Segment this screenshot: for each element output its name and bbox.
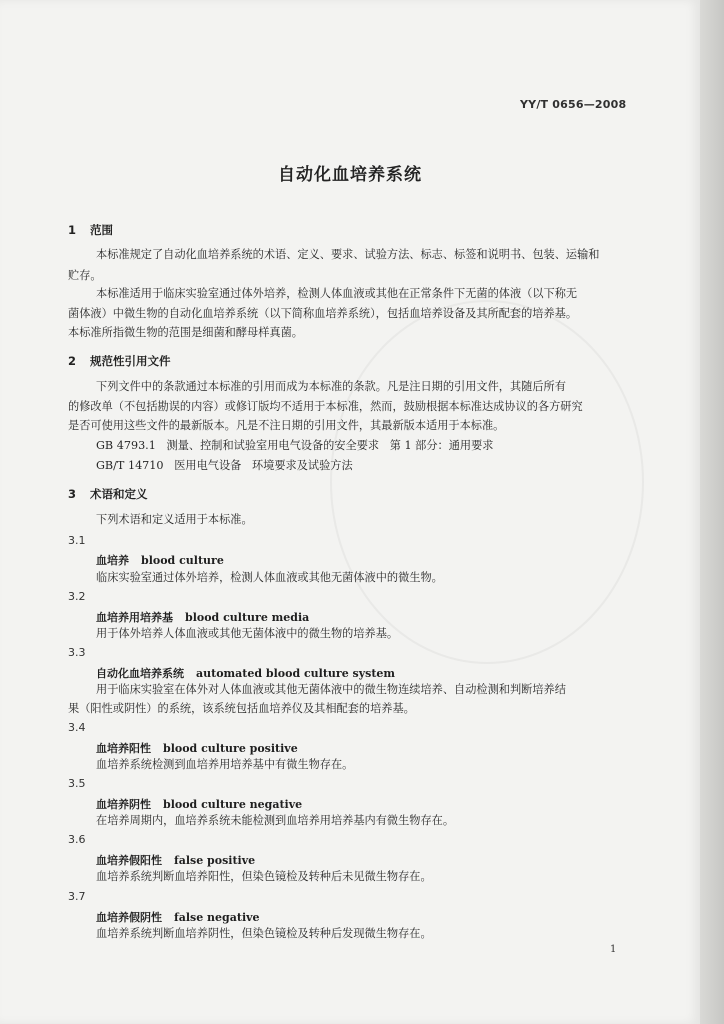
paragraph-line: 贮存。 — [68, 269, 102, 282]
term-name-zh: 血培养用培养基 — [96, 611, 173, 624]
term-name-en: blood culture — [141, 554, 224, 567]
term-name-en: blood culture media — [185, 611, 310, 624]
term-name — [96, 609, 309, 625]
normative-reference: GB/T 14710 医用电气设备 环境要求及试验方法 — [96, 459, 353, 472]
term-number: 3.4 — [68, 721, 86, 734]
term-definition: 血培养系统判断血培养阳性，但染色镜检及转种后未见微生物存在。 — [96, 870, 432, 883]
document-title: 自动化血培养系统 — [278, 165, 422, 185]
term-name — [96, 552, 224, 568]
term-number: 3.1 — [68, 534, 86, 547]
term-name-en: automated blood culture system — [196, 667, 396, 680]
term-name-en: false negative — [174, 911, 260, 924]
term-name-zh: 自动化血培养系统 — [96, 667, 184, 680]
page-edge-shadow — [700, 0, 724, 1024]
term-number: 3.3 — [68, 646, 86, 659]
term-number: 3.6 — [68, 833, 86, 846]
section-number: 2 — [68, 354, 77, 368]
term-name — [96, 665, 395, 681]
term-definition: 血培养系统判断血培养阴性，但染色镜检及转种后发现微生物存在。 — [96, 927, 432, 940]
section-1-heading — [68, 222, 113, 238]
term-definition: 果（阳性或阴性）的系统，该系统包括血培养仪及其相配套的培养基。 — [68, 702, 415, 715]
term-name — [96, 740, 298, 756]
paragraph-line: 菌体液）中微生物的自动化血培养系统（以下简称血培养系统），包括血培养设备及其所配套的培养基。 — [68, 307, 578, 320]
term-name-zh: 血培养假阳性 — [96, 854, 162, 867]
term-name — [96, 852, 255, 868]
term-name-zh: 血培养阴性 — [96, 798, 151, 811]
section-number: 3 — [68, 487, 77, 501]
term-name-en: blood culture positive — [163, 742, 298, 755]
background-stamp-watermark — [330, 300, 644, 664]
term-definition: 在培养周期内，血培养系统未能检测到血培养用培养基内有微生物存在。 — [96, 814, 455, 827]
term-name-zh: 血培养阳性 — [96, 742, 151, 755]
paragraph-line: 本标准适用于临床实验室通过体外培养，检测人体血液或其他在正常条件下无菌的体液（以下称无 — [96, 287, 578, 300]
term-number: 3.7 — [68, 890, 86, 903]
term-name-zh: 血培养假阴性 — [96, 911, 162, 924]
term-definition: 用于临床实验室在体外对人体血液或其他无菌体液中的微生物连续培养、自动检测和判断培养结 — [96, 683, 566, 696]
term-name — [96, 796, 302, 812]
paragraph-line: 下列术语和定义适用于本标准。 — [96, 513, 253, 526]
paragraph-line: 是否可使用这些文件的最新版本。凡是不注日期的引用文件，其最新版本适用于本标准。 — [68, 419, 505, 432]
paragraph-line: 本标准所指微生物的范围是细菌和酵母样真菌。 — [68, 326, 303, 339]
term-name — [96, 909, 260, 925]
section-number: 1 — [68, 223, 77, 237]
page-number: 1 — [610, 944, 617, 955]
term-name-en: false positive — [174, 854, 256, 867]
section-3-heading — [68, 486, 148, 502]
term-number: 3.5 — [68, 777, 86, 790]
section-2-heading — [68, 353, 171, 369]
section-title: 术语和定义 — [90, 487, 148, 501]
section-title: 范围 — [90, 223, 113, 237]
term-definition: 临床实验室通过体外培养，检测人体血液或其他无菌体液中的微生物。 — [96, 571, 443, 584]
normative-reference: GB 4793.1 测量、控制和试验室用电气设备的安全要求 第 1 部分：通用要求 — [96, 439, 494, 452]
document-code: YY/T 0656—2008 — [520, 98, 627, 111]
section-title: 规范性引用文件 — [90, 354, 171, 368]
paragraph-line: 的修改单（不包括勘误的内容）或修订版均不适用于本标准，然而，鼓励根据本标准达成协议的各方研究 — [68, 400, 583, 413]
paragraph-line: 下列文件中的条款通过本标准的引用而成为本标准的条款。凡是注日期的引用文件，其随后所有 — [96, 380, 566, 393]
term-name-zh: 血培养 — [96, 554, 129, 567]
paragraph-line: 本标准规定了自动化血培养系统的术语、定义、要求、试验方法、标志、标签和说明书、包装、运输和 — [96, 248, 600, 261]
term-definition: 用于体外培养人体血液或其他无菌体液中的微生物的培养基。 — [96, 627, 399, 640]
term-name-en: blood culture negative — [163, 798, 303, 811]
term-definition: 血培养系统检测到血培养用培养基中有微生物存在。 — [96, 758, 354, 771]
term-number: 3.2 — [68, 590, 86, 603]
